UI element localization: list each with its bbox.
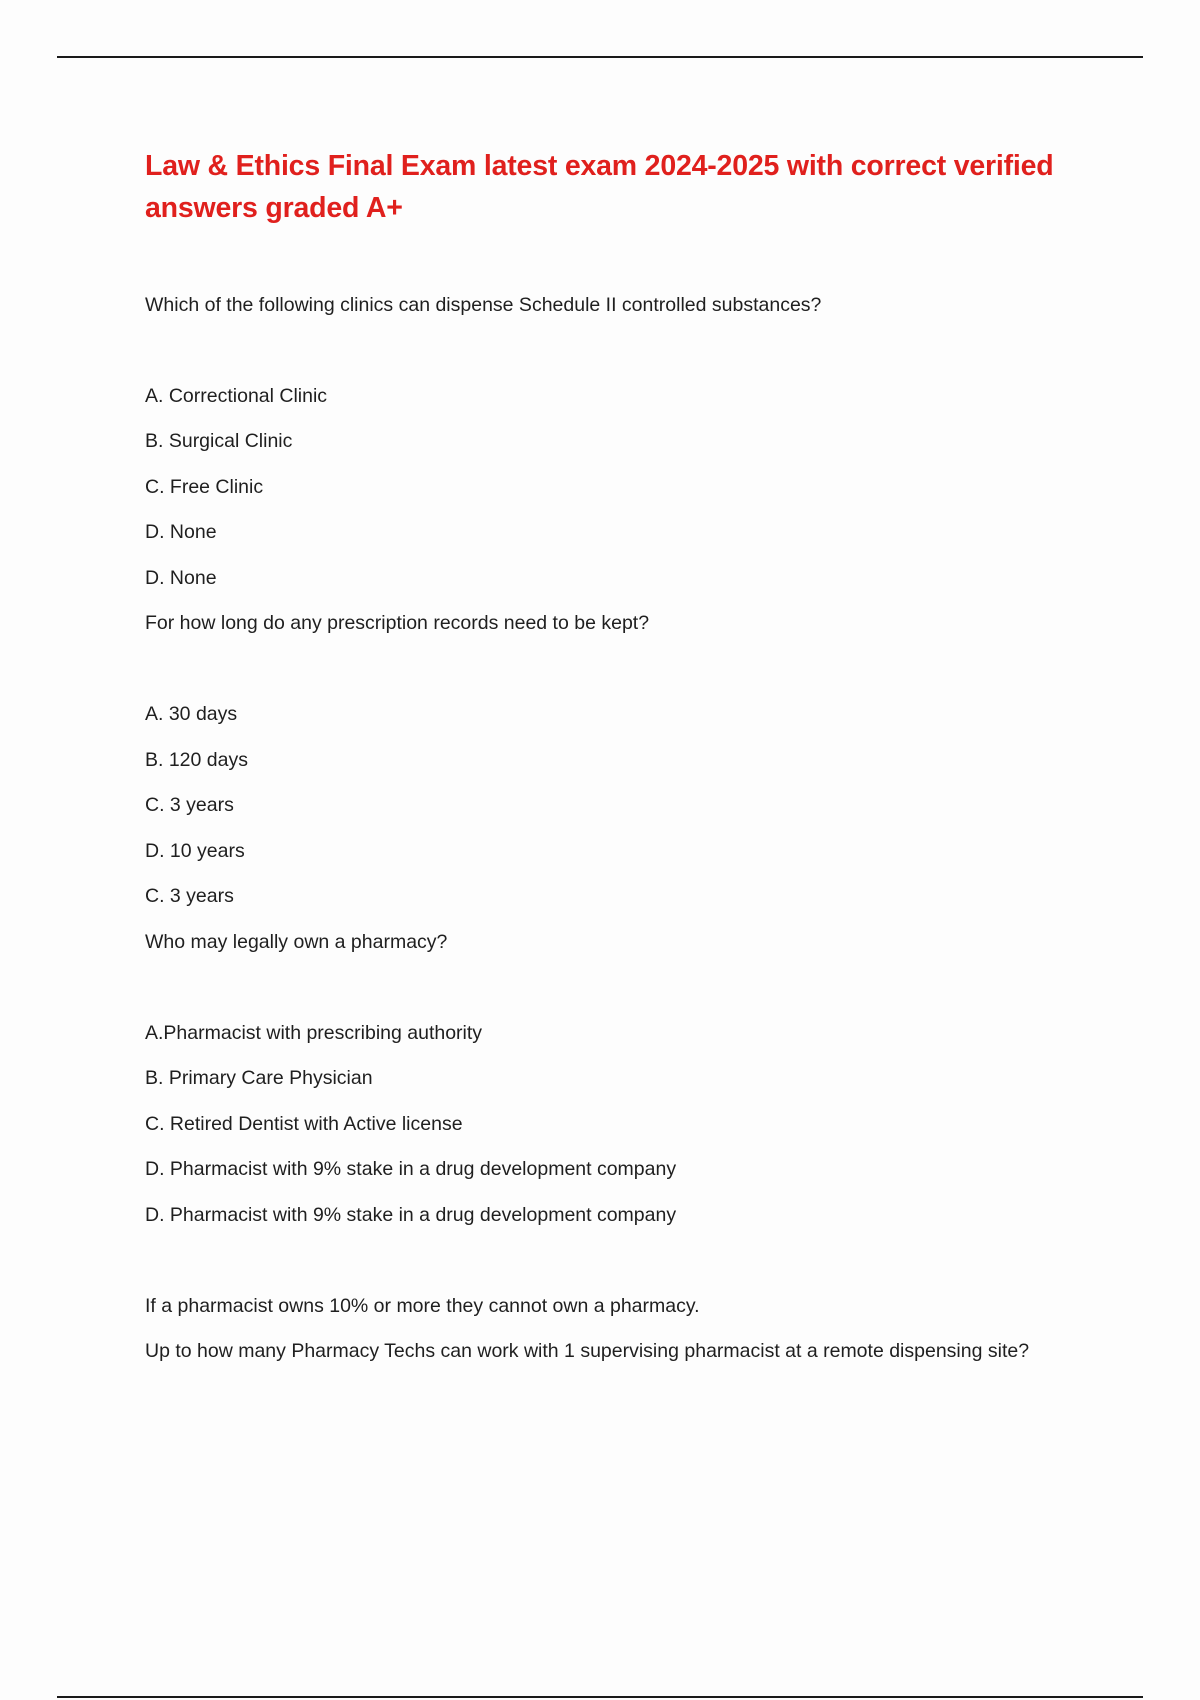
q3-explanation: If a pharmacist owns 10% or more they cannot own a pharmacy. <box>145 1295 700 1317</box>
q3-option-c: C. Retired Dentist with Active license <box>145 1113 463 1135</box>
footer-rule <box>57 1696 1143 1698</box>
q2-option-d: D. 10 years <box>145 840 245 862</box>
header-rule <box>57 56 1143 58</box>
q2-answer: C. 3 years <box>145 885 234 907</box>
question-4: Up to how many Pharmacy Techs can work with 1 supervising pharmacist at a remote dispensing site? <box>145 1340 1030 1362</box>
q1-option-b: B. Surgical Clinic <box>145 430 293 452</box>
q2-option-c: C. 3 years <box>145 794 234 816</box>
question-2: For how long do any prescription records need to be kept? <box>145 612 650 634</box>
q1-option-c: C. Free Clinic <box>145 476 264 498</box>
q1-answer: D. None <box>145 567 217 589</box>
question-3: Who may legally own a pharmacy? <box>145 931 448 953</box>
q3-option-b: B. Primary Care Physician <box>145 1067 373 1089</box>
document-title: Law & Ethics Final Exam latest exam 2024-2025 with correct verified answers graded A+ <box>145 150 1054 224</box>
q3-option-d: D. Pharmacist with 9% stake in a drug development company <box>145 1158 677 1180</box>
q2-option-a: A. 30 days <box>145 703 238 725</box>
question-1: Which of the following clinics can dispense Schedule II controlled substances? <box>145 294 822 316</box>
q1-option-d: D. None <box>145 521 217 543</box>
q2-option-b: B. 120 days <box>145 749 248 771</box>
q3-option-a: A.Pharmacist with prescribing authority <box>145 1022 483 1044</box>
q3-answer: D. Pharmacist with 9% stake in a drug development company <box>145 1204 677 1226</box>
q1-option-a: A. Correctional Clinic <box>145 385 328 407</box>
